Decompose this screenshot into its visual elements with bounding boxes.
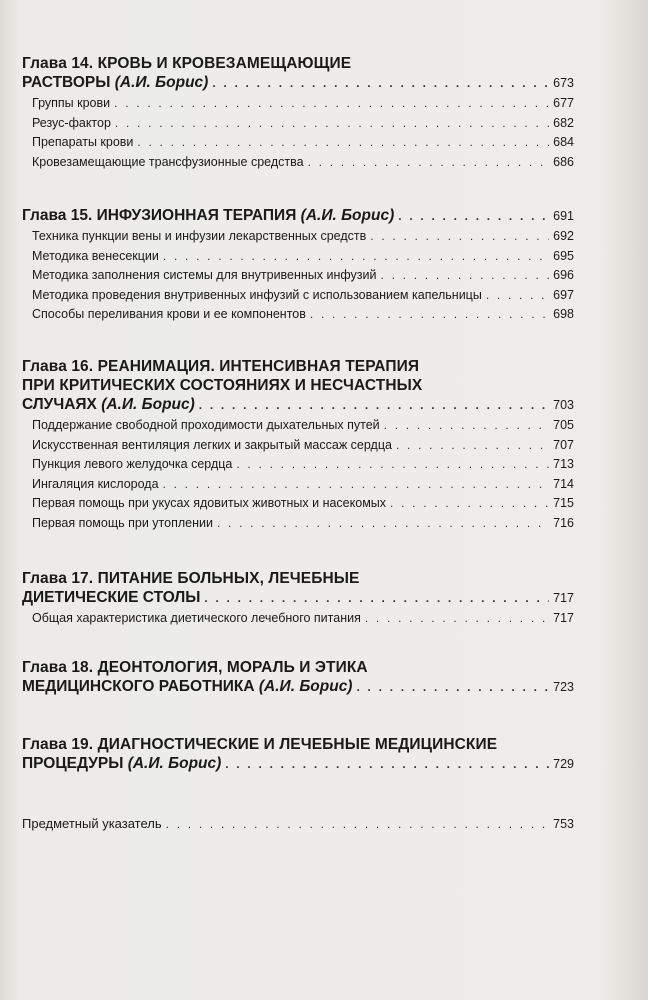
dot-leader — [217, 514, 549, 534]
section-title: Первая помощь при утоплении — [32, 515, 213, 530]
section-entry[interactable] — [32, 305, 574, 325]
dot-leader — [163, 247, 549, 267]
dot-leader — [114, 94, 549, 114]
chapter-title-row[interactable] — [22, 588, 574, 608]
page-number: 698 — [553, 307, 574, 322]
section-entry[interactable] — [32, 514, 574, 534]
page-number: 696 — [553, 268, 574, 283]
chapter-author: (А.И. Борис) — [258, 678, 353, 695]
chapter-title: СЛУЧАЯХ — [22, 396, 97, 413]
section-title: Поддержание свободной проходимости дыхательных путей — [32, 418, 380, 432]
section-entry[interactable] — [32, 609, 574, 629]
chapter-14 — [22, 54, 574, 172]
page-number: 717 — [553, 611, 574, 625]
index-entry[interactable] — [22, 814, 574, 834]
chapter-title-row[interactable] — [22, 206, 574, 226]
section-entry[interactable] — [32, 494, 574, 514]
chapter-heading-line: Глава 14. КРОВЬ И КРОВЕЗАМЕЩАЮЩИЕ — [22, 55, 352, 72]
chapter-author: (А.И. Борис) — [300, 207, 395, 224]
section-title: Способы переливания крови и ее компонентов — [32, 307, 306, 322]
section-title: Группы крови — [32, 96, 111, 110]
dot-leader — [310, 305, 549, 325]
page-number: 716 — [553, 515, 574, 530]
page-number: 692 — [553, 229, 574, 243]
page-number: 703 — [553, 398, 574, 412]
chapter-title: МЕДИЦИНСКОГО РАБОТНИКА — [22, 678, 255, 695]
dot-leader — [486, 286, 549, 306]
section-entry[interactable] — [32, 286, 574, 306]
section-title: Общая характеристика диетического лечебного питания — [32, 611, 361, 625]
page-number: 686 — [553, 154, 574, 169]
dot-leader — [163, 475, 550, 495]
section-entry[interactable] — [32, 153, 574, 173]
dot-leader — [365, 609, 549, 629]
dot-leader — [370, 227, 549, 247]
page-number: 707 — [553, 437, 574, 452]
section-entry[interactable] — [32, 94, 574, 114]
chapter-author: (А.И. Борис) — [127, 755, 222, 772]
page-number: 673 — [553, 76, 574, 90]
dot-leader — [199, 396, 549, 415]
page-number: 684 — [553, 135, 574, 150]
chapter-title: РАСТВОРЫ — [22, 74, 111, 91]
section-entry[interactable] — [32, 247, 574, 267]
page-number: 682 — [553, 115, 574, 130]
page-number: 714 — [553, 476, 574, 491]
subject-index — [22, 814, 574, 834]
dot-leader — [115, 114, 549, 134]
dot-leader — [166, 814, 550, 834]
page-number: 705 — [553, 418, 574, 432]
section-title: Препараты крови — [32, 135, 134, 150]
chapter-15 — [22, 206, 574, 325]
chapter-17 — [22, 569, 574, 629]
chapter-title: Глава 15. ИНФУЗИОННАЯ ТЕРАПИЯ — [22, 207, 297, 224]
page-number: 713 — [553, 457, 574, 472]
chapter-title-row[interactable] — [22, 677, 574, 697]
section-title: Искусственная вентиляция легких и закрытый массаж сердца — [32, 437, 392, 452]
section-title: Методика заполнения системы для внутривенных инфузий — [32, 268, 377, 283]
section-title: Ингаляция кислорода — [32, 476, 159, 491]
dot-leader — [308, 153, 550, 173]
dot-leader — [225, 755, 549, 774]
section-title: Методика венесекции — [32, 248, 159, 263]
dot-leader — [212, 74, 549, 93]
section-entry[interactable] — [32, 436, 574, 456]
chapter-16 — [22, 357, 574, 534]
section-entry[interactable] — [32, 266, 574, 286]
section-entry[interactable] — [32, 455, 574, 475]
chapter-18 — [22, 658, 574, 697]
page-number: 695 — [553, 248, 574, 263]
dot-leader — [204, 589, 549, 608]
page-number: 753 — [553, 817, 574, 831]
chapter-heading-line: Глава 19. ДИАГНОСТИЧЕСКИЕ И ЛЕЧЕБНЫЕ МЕДИЦИНСКИЕ — [22, 736, 498, 753]
section-entry[interactable] — [32, 133, 574, 153]
dot-leader — [381, 266, 550, 286]
section-title: Первая помощь при укусах ядовитых животных и насекомых — [32, 496, 387, 511]
section-title: Техника пункции вены и инфузии лекарственных средств — [32, 229, 367, 243]
section-entry[interactable] — [32, 416, 574, 436]
page-number: 677 — [553, 96, 574, 110]
chapter-title-row[interactable] — [22, 73, 574, 93]
section-title: Резус-фактор — [32, 115, 111, 130]
dot-leader — [384, 416, 550, 436]
dot-leader — [356, 678, 549, 697]
chapter-title-row[interactable] — [22, 754, 574, 774]
chapter-title: ДИЕТИЧЕСКИЕ СТОЛЫ — [22, 589, 201, 606]
chapter-heading-line: Глава 16. РЕАНИМАЦИЯ. ИНТЕНСИВНАЯ ТЕРАПИЯ — [22, 358, 420, 375]
section-entry[interactable] — [32, 114, 574, 134]
chapter-author: (А.И. Борис) — [114, 74, 209, 91]
section-entry[interactable] — [32, 227, 574, 247]
dot-leader — [396, 436, 549, 456]
section-title: Пункция левого желудочка сердца — [32, 457, 233, 472]
chapter-title: ПРОЦЕДУРЫ — [22, 755, 124, 772]
chapter-title-row[interactable] — [22, 395, 574, 415]
section-title: Методика проведения внутривенных инфузий с использованием капельницы — [32, 287, 482, 302]
chapter-19 — [22, 735, 574, 774]
page-number: 723 — [553, 680, 574, 694]
dot-leader — [398, 207, 549, 226]
section-title: Кровезамещающие трансфузионные средства — [32, 154, 304, 169]
page-number: 691 — [553, 209, 574, 223]
page-number: 715 — [553, 496, 574, 511]
dot-leader — [236, 455, 549, 475]
page-number: 717 — [553, 591, 574, 605]
chapter-heading-line: Глава 17. ПИТАНИЕ БОЛЬНЫХ, ЛЕЧЕБНЫЕ — [22, 570, 360, 587]
chapter-heading-line: Глава 18. ДЕОНТОЛОГИЯ, МОРАЛЬ И ЭТИКА — [22, 659, 368, 676]
page-number: 697 — [553, 287, 574, 302]
section-entry[interactable] — [32, 475, 574, 495]
dot-leader — [137, 133, 549, 153]
chapter-author: (А.И. Борис) — [101, 396, 195, 413]
chapter-heading-line: ПРИ КРИТИЧЕСКИХ СОСТОЯНИЯХ И НЕСЧАСТНЫХ — [22, 377, 423, 394]
dot-leader — [390, 494, 549, 514]
index-title: Предметный указатель — [22, 816, 162, 831]
page-number: 729 — [553, 757, 574, 771]
